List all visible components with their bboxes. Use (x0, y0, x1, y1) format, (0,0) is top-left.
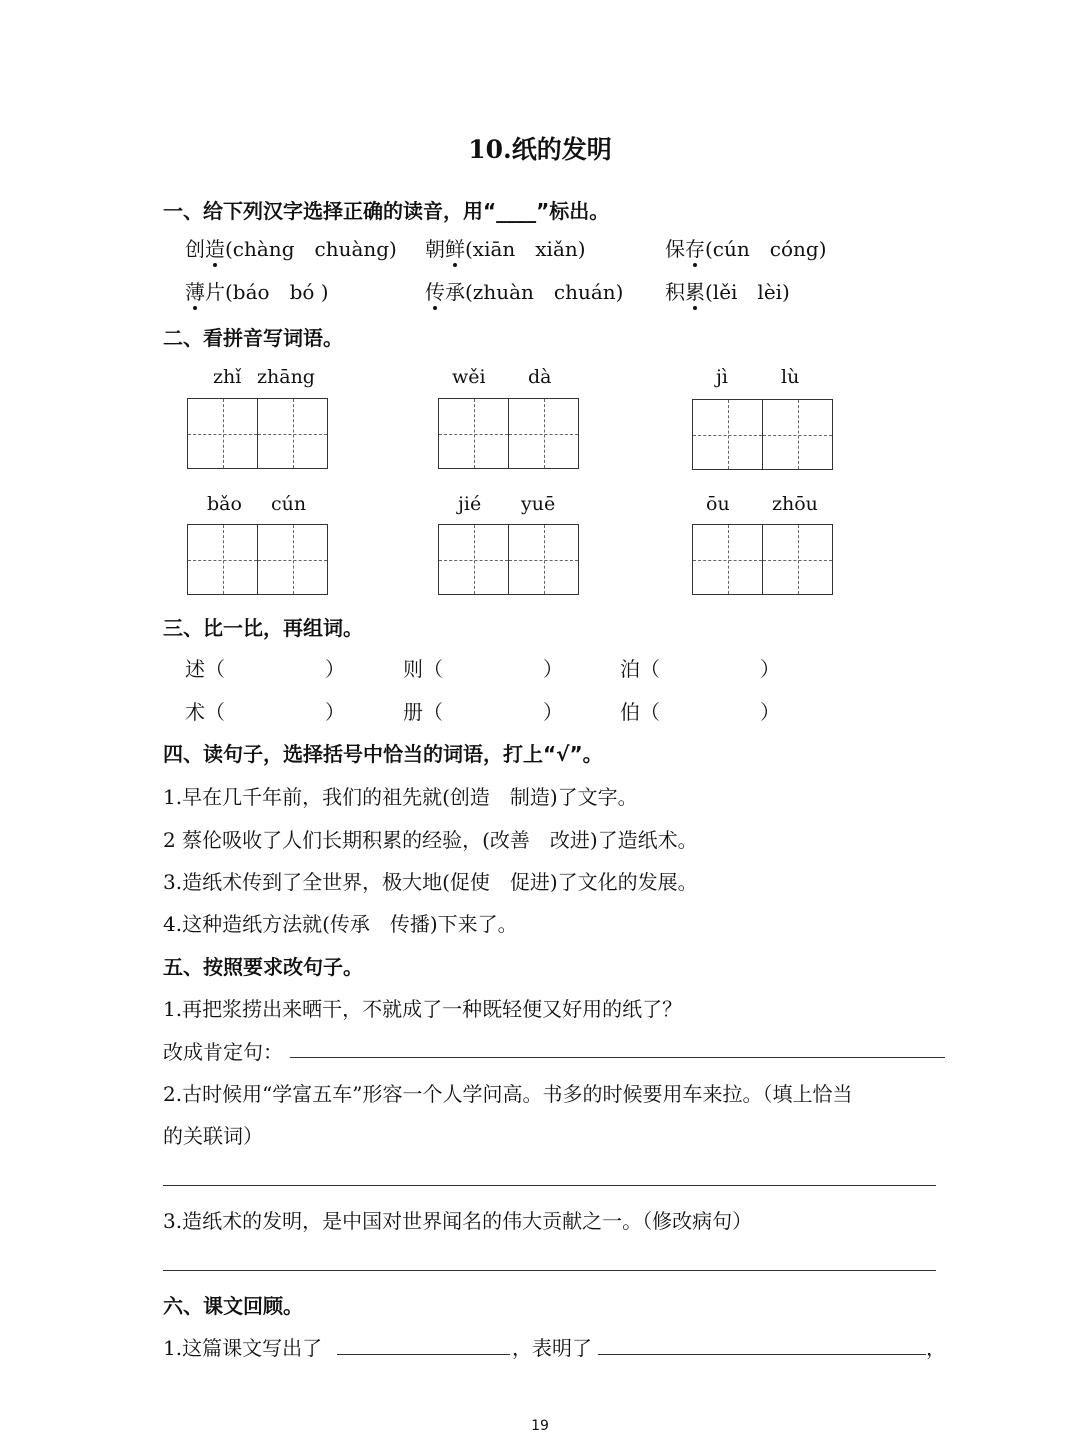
word-item: 述（ ） (185, 657, 345, 681)
pinyin-label: yuē (521, 493, 556, 515)
pinyin-label: jì (716, 366, 728, 388)
section-3-heading: 三、比一比，再组词。 (163, 616, 363, 640)
writing-grid[interactable] (692, 524, 834, 595)
answer-line[interactable] (163, 1270, 936, 1271)
sentence-4: 4.这种造纸方法就(传承 传播)下来了。 (163, 912, 518, 936)
pinyin-label: wěi (452, 366, 486, 388)
pinyin-label: jié (458, 493, 482, 515)
question-1: 1.再把浆捞出来晒干，不就成了一种既轻便又好用的纸了？ (163, 997, 683, 1021)
pinyin-item: 朝鲜(xiān xiǎn) (425, 237, 586, 261)
pinyin-label: dà (528, 366, 552, 388)
sentence-1: 1.早在几千年前，我们的祖先就(创造 制造)了文字。 (163, 785, 638, 809)
writing-grid[interactable] (187, 524, 329, 595)
sentence-2: 2 蔡伦吸收了人们长期积累的经验，(改善 改进)了造纸术。 (163, 828, 698, 852)
pinyin-item: 创造(chàng chuàng) (185, 237, 397, 261)
answer-line[interactable] (598, 1354, 926, 1355)
word-item: 术（ ） (185, 700, 345, 724)
review-text-3: ， (926, 1336, 946, 1360)
word-item: 则（ ） (403, 657, 563, 681)
pinyin-item: 积累(lěi lèi) (665, 280, 790, 304)
pinyin-label: zhōu (772, 493, 818, 515)
pinyin-label: bǎo (207, 493, 242, 515)
review-text-2: ，表明了 (512, 1336, 592, 1360)
word-item: 伯（ ） (620, 700, 780, 724)
pinyin-label: zhāng (257, 366, 315, 388)
review-text-1: 1.这篇课文写出了 (163, 1336, 323, 1360)
question-3: 3.造纸术的发明，是中国对世界闻名的伟大贡献之一。（修改病句） (163, 1209, 753, 1233)
writing-grid[interactable] (187, 398, 329, 469)
answer-line[interactable] (163, 1185, 936, 1186)
pinyin-item: 薄片(báo bó ) (185, 280, 329, 304)
section-1-heading: 一、给下列汉字选择正确的读音，用“____”标出。 (163, 199, 610, 223)
pinyin-label: zhǐ (213, 366, 242, 388)
question-2-cont: 的关联词） (163, 1124, 263, 1148)
pinyin-label: cún (271, 493, 307, 515)
answer-line[interactable] (290, 1057, 945, 1058)
page-title: 10.纸的发明 (468, 135, 612, 164)
pinyin-label: ōu (706, 493, 730, 515)
section-5-heading: 五、按照要求改句子。 (163, 955, 363, 979)
answer-label: 改成肯定句： (163, 1040, 283, 1064)
question-2: 2.古时候用“学富五车”形容一个人学问高。书多的时候要用车来拉。（填上恰当 (163, 1082, 853, 1106)
writing-grid[interactable] (438, 398, 580, 469)
sentence-3: 3.造纸术传到了全世界，极大地(促使 促进)了文化的发展。 (163, 870, 698, 894)
writing-grid[interactable] (438, 524, 580, 595)
answer-line[interactable] (337, 1354, 510, 1355)
word-item: 泊（ ） (620, 657, 780, 681)
section-6-heading: 六、课文回顾。 (163, 1294, 303, 1318)
section-2-heading: 二、看拼音写词语。 (163, 326, 343, 350)
pinyin-item: 传承(zhuàn chuán) (425, 280, 624, 304)
section-4-heading: 四、读句子，选择括号中恰当的词语，打上“√”。 (163, 742, 603, 766)
page-number: 19 (531, 1418, 549, 1434)
writing-grid[interactable] (692, 399, 834, 470)
pinyin-label: lù (781, 366, 800, 388)
word-item: 册（ ） (403, 700, 563, 724)
pinyin-item: 保存(cún cóng) (665, 237, 827, 261)
